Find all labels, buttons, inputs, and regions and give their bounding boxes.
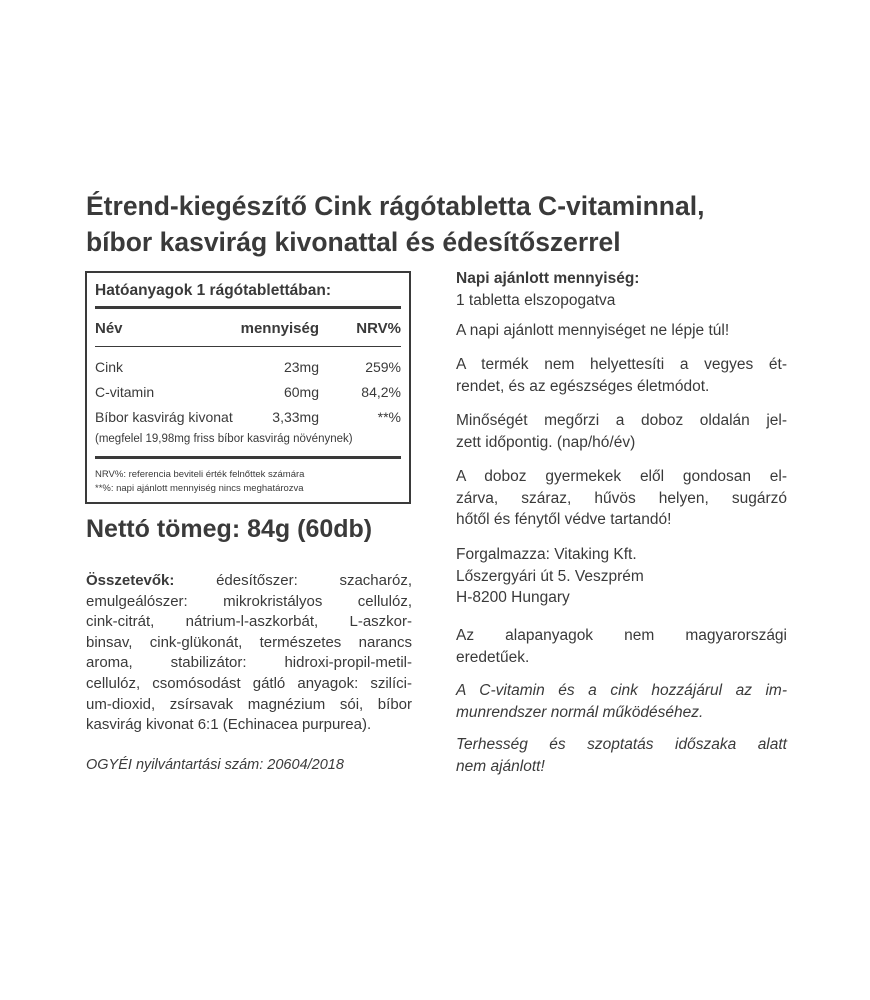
row-nrv: 84,2% [361,384,401,400]
ingredients-line: cink-citrát, nátrium-l-aszkorbát, L-aszkor- [86,613,412,631]
table-row [95,409,401,429]
row-amount: 60mg [283,384,319,400]
nutrition-heading: Hatóanyagok 1 rágótablettában: [95,282,331,299]
registration-number: OGYÉI nyilvántartási szám: 20604/2018 [86,757,344,773]
footnote-nrv: NRV%: referencia beviteli érték felnőttek számára [95,469,305,480]
ingredients-line: cellulóz, csomósodást gátló anyagok: szilíci- [86,674,412,692]
product-title-line-1: Étrend-kiegészítő Cink rágótabletta C-vitaminnal, [86,191,705,221]
table-row [95,384,401,404]
product-title-line-2: bíbor kasvirág kivonattal és édesítőszerrel [86,227,621,257]
distributor-country: H-8200 Hungary [456,589,570,606]
daily-dose-value: 1 tabletta elszopogatva [456,291,616,309]
nutrition-sub-note: (megfelel 19,98mg friss bíbor kasvirág növénynek) [95,433,353,445]
row-name: C-vitamin [95,384,155,400]
row-name: Bíbor kasvirág kivonat [95,409,233,425]
product-title [86,188,846,260]
expiry-notice: Minőségét megőrzi a doboz oldalán jel- zett időpontig. (nap/hó/év) [456,412,787,451]
health-claim: A C-vitamin és a cink hozzájárul az im- munrendszer normál működéséhez. [456,682,787,721]
pregnancy-warning: Terhesség és szoptatás időszaka alatt nem ajánlott! [456,736,787,775]
ingredients-line: emulgeálószer: mikrokristályos cellulóz, [86,592,412,610]
distributor-address: Lőszergyári út 5. Veszprém [456,567,644,585]
row-amount: 3,33mg [272,409,319,425]
column-header-nrv: NRV% [356,320,401,337]
distributor-name: Forgalmazza: Vitaking Kft. [456,546,637,563]
table-row [95,359,401,379]
row-name: Cink [95,359,124,375]
ingredients-line: kasvirág kivonat 6:1 (Echinacea purpurea). [86,716,372,734]
row-nrv: **% [377,409,401,425]
footnote-undefined: **%: napi ajánlott mennyiség nincs meghatározva [95,483,304,494]
diet-notice: A termék nem helyettesíti a vegyes ét- rendet, és az egészséges életmódot. [456,356,787,395]
column-header-divider [95,346,401,347]
origin-notice: Az alapanyagok nem magyarországi eredetűek. [456,627,787,666]
ingredients-paragraph [86,571,412,736]
column-header-amount: mennyiség [240,320,319,337]
distributor-info [456,544,787,609]
dose-warning: A napi ajánlott mennyiséget ne lépje túl! [456,322,730,339]
ingredients-label: Összetevők: [86,572,175,589]
row-nrv: 259% [365,359,401,375]
ingredients-line: aroma, stabilizátor: hidroxi-propil-metil- [86,654,412,672]
ingredients-line: Összetevők: édesítőszer: szacharóz, [86,572,412,589]
ingredients-line: binsav, cink-glükonát, természetes narancs [86,633,412,651]
ingredients-line: um-dioxid, zsírsavak magnézium sói, bíbor [86,695,412,713]
column-header-name: Név [95,320,123,337]
nutrition-heading-divider [95,306,401,309]
nutrition-facts-box [85,271,411,504]
net-weight: Nettó tömeg: 84g (60db) [86,515,373,543]
storage-notice: A doboz gyermekek elől gondosan el- zárva, száraz, hűvös helyen, sugárzó hőtől és fénytől védve tartandó! [456,468,787,528]
footnote-divider [95,456,401,459]
daily-dose-block [456,268,787,311]
daily-dose-heading: Napi ajánlott mennyiség: [456,270,640,287]
row-amount: 23mg [283,359,319,375]
